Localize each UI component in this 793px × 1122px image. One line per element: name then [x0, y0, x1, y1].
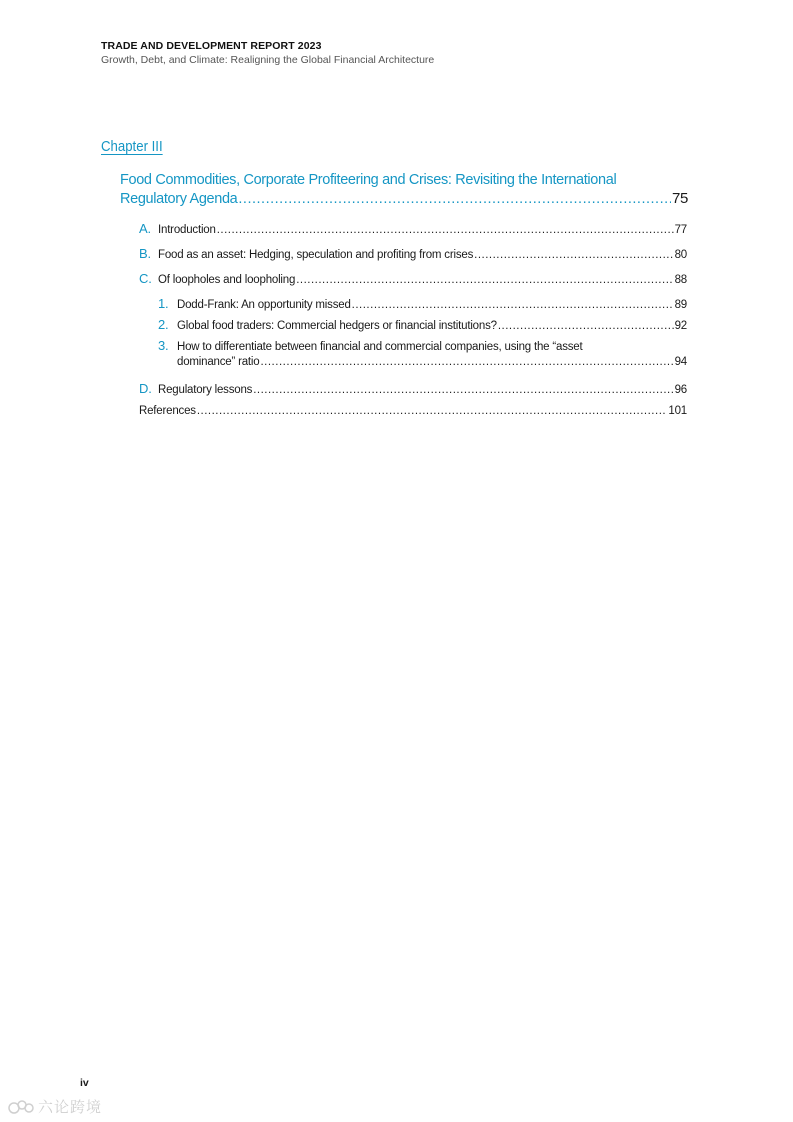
chapter-page-number: 75	[672, 190, 688, 207]
section-title: Food as an asset: Hedging, speculation and profiting from crises	[158, 249, 474, 261]
toc-entry-section-d[interactable]	[139, 381, 687, 396]
section-marker: A.	[139, 221, 151, 236]
subsection-title-line1: How to differentiate between financial and commercial companies, using the “asset	[177, 341, 583, 353]
report-title: TRADE AND DEVELOPMENT REPORT 2023	[101, 40, 322, 52]
dot-leader	[296, 274, 673, 286]
section-page: 88	[674, 274, 687, 286]
dot-leader	[217, 224, 674, 236]
report-subtitle: Growth, Debt, and Climate: Realigning the Global Financial Architecture	[101, 54, 435, 66]
watermark-text: 六论跨境	[38, 1099, 103, 1116]
chapter-title-row[interactable]	[120, 190, 688, 207]
subsection-page: 92	[674, 320, 687, 332]
subsection-marker: 2.	[158, 317, 169, 332]
subsection-title-line2: dominance” ratio	[177, 356, 260, 368]
section-page: 80	[674, 249, 687, 261]
dot-leader	[197, 405, 668, 417]
chapter-title[interactable]	[120, 172, 616, 188]
section-page: 77	[674, 224, 687, 236]
report-header	[101, 40, 434, 66]
subsection-marker: 3.	[158, 338, 169, 353]
subsection-page: 89	[674, 299, 687, 311]
section-page: 96	[674, 384, 687, 396]
subsection-marker: 1.	[158, 296, 169, 311]
section-title: Regulatory lessons	[158, 384, 253, 396]
dot-leader	[238, 191, 671, 207]
toc-entry-subsection-1[interactable]	[158, 296, 687, 311]
section-marker: B.	[139, 246, 151, 261]
section-marker: C.	[139, 271, 152, 286]
subsection-page: 94	[674, 356, 687, 368]
dot-leader	[498, 320, 674, 332]
references-page: 101	[668, 405, 687, 417]
toc-entry-subsection-3-line2[interactable]	[177, 356, 687, 368]
dot-leader	[474, 249, 673, 261]
section-title: Introduction	[158, 224, 216, 236]
watermark	[8, 1096, 102, 1117]
references-title: References	[139, 405, 196, 417]
subsection-title: Global food traders: Commercial hedgers or financial institutions?	[177, 320, 497, 332]
toc-entry-subsection-3-line1[interactable]	[158, 338, 687, 353]
section-marker: D.	[139, 381, 152, 396]
chapter-title-line2: Regulatory Agenda	[120, 191, 238, 207]
toc-entry-section-b[interactable]	[139, 246, 687, 261]
toc-entry-section-c[interactable]	[139, 271, 687, 286]
dot-leader	[352, 299, 674, 311]
section-title: Of loopholes and loopholing	[158, 274, 296, 286]
toc-entry-section-a[interactable]	[139, 221, 687, 236]
chapter-title-line1: Food Commodities, Corporate Profiteering and Crises: Revisiting the International	[120, 172, 617, 188]
subsection-title: Dodd-Frank: An opportunity missed	[177, 299, 351, 311]
toc-entry-references[interactable]	[139, 405, 687, 417]
page-number: iv	[80, 1077, 89, 1089]
watermark-logo-icon	[8, 1098, 34, 1116]
dot-leader	[260, 356, 673, 368]
dot-leader	[253, 384, 673, 396]
chapter-label-link[interactable]: Chapter III	[101, 138, 163, 155]
toc-entry-subsection-2[interactable]	[158, 317, 687, 332]
